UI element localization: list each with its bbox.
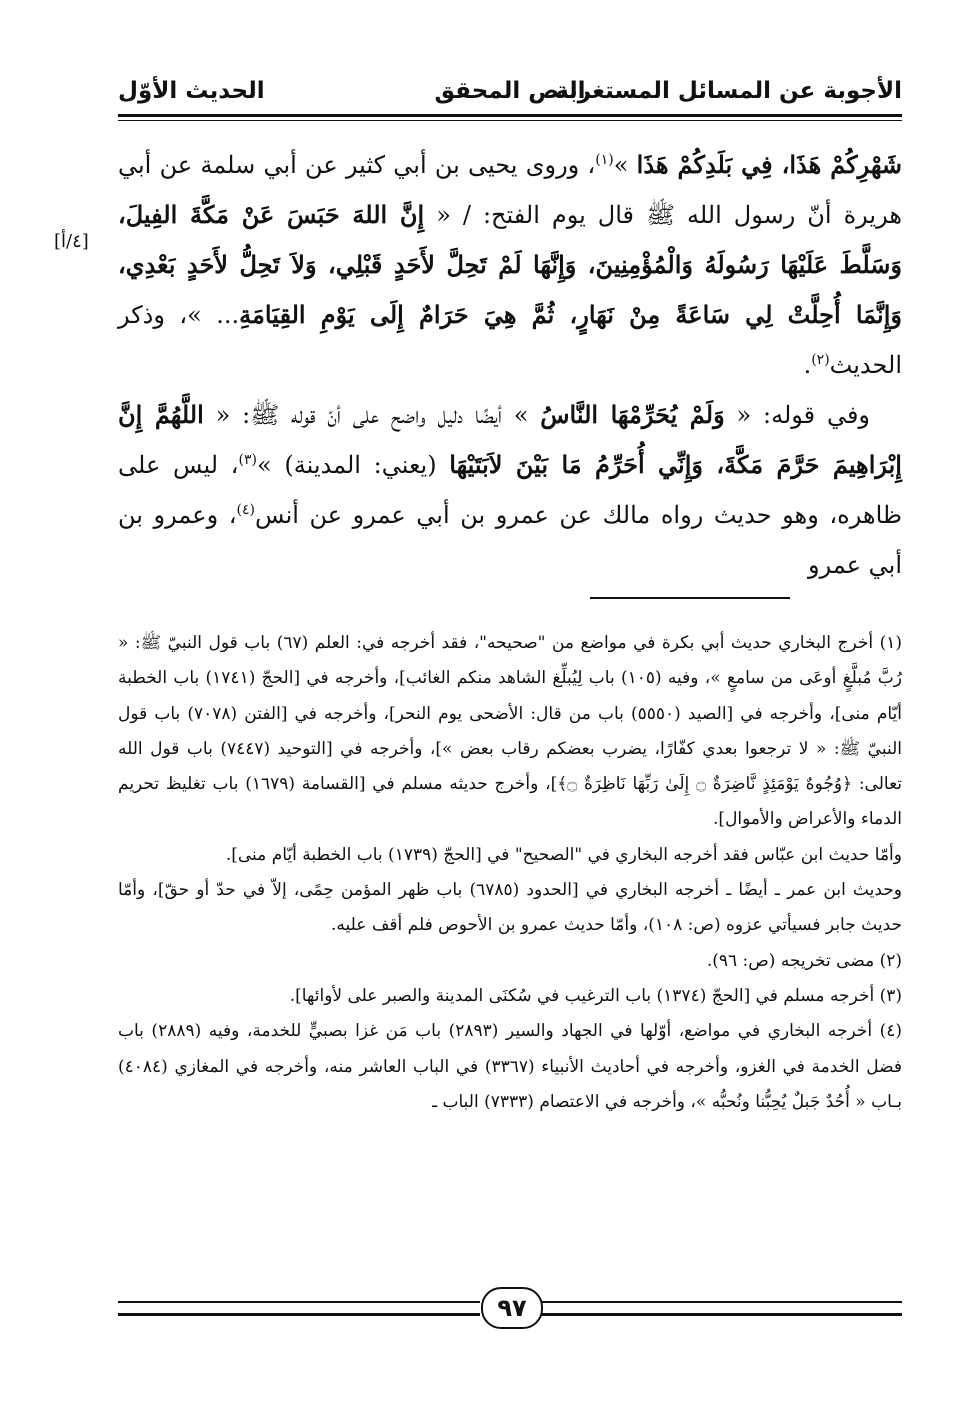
header-rule-thick: [118, 114, 902, 117]
footnotes: [118, 626, 902, 1120]
footnote-1-continued: وحديث ابن عمر ـ أيضًا ـ أخرجه البخاري في [الحدود (٦٧٨٥) باب ظهر المؤمن حِمًى، إلاّ في حدّ أو حقّ]، وأمّا حديث جابر فسيأتي عزوه (ص: ١٠٨)، وأمّا حديث عمرو بن الأحوص فلم أقف عليه.: [118, 880, 902, 936]
text-run: ، وعمرو بن أبي عمرو: [118, 501, 902, 579]
footnote-ref[interactable]: (٤): [236, 502, 255, 518]
text-run: .: [803, 351, 812, 379]
footnote-1-continued: وأمّا حديث ابن عبّاس فقد أخرجه البخاري في "الصحيح" في [الحجّ (١٧٣٩) باب الخطبة أيّام منى].: [225, 844, 902, 865]
running-header: [118, 66, 902, 112]
hadith-quote: شَهْرِكُمْ هَذَا، فِي بَلَدِكُمْ هَذَا: [636, 150, 903, 179]
header-book-title: الأجوبة عن المسائل المستغربة: [555, 78, 902, 104]
hadith-quote: إِنَّ اللهَ حَبَسَ عَنْ مَكَّةَ الفِيلَ، وَسَلَّطَ عَلَيْهَا رَسُولَهُ وَالْمُؤْمِنِينَ، وَإِنَّهَا لَمْ تَحِلَّ لأَحَدٍ قَبْلِي، وَلاَ تَحِلُّ لأَحَدٍ بَعْدِي، وَإِنَّمَا أُحِلَّتْ لِي سَاعَةً مِنْ نَهَارٍ، ثُمَّ هِيَ حَرَامٌ إِلَى يَوْمِ القِيَامَةِ: [118, 200, 902, 329]
text-run: ، ليس على ظاهره، وهو حديث رواه مالك عن عمرو بن أبي عمرو عن أنس: [118, 451, 903, 529]
hadith-quote: اللَّهُمَّ إِنَّ إِبْرَاهِيمَ حَرَّمَ مَكَّةَ، وَإِنِّي أُحَرِّمُ مَا بَيْنَ لاَبَتَيْهَا: [118, 400, 902, 479]
footer-rule-left: [118, 1301, 480, 1316]
header-rule-thin: [118, 120, 902, 121]
footer-rule-right: [540, 1301, 902, 1316]
page-number: ٩٧: [481, 1287, 543, 1329]
footnote-4: (٤) أخرجه البخاري في مواضع، أوّلها في الجهاد والسير (٢٨٩٣) باب مَن غزا بصبيٍّ للخدمة، وفيه (٢٨٨٩) باب فضل الخدمة في الغزو، وأخرجه في أحاديث الأنبياء (٣٣٦٧) في الباب العاشر منه، وأخرجه في المغازي (٤٠٨٤) بـاب « أُحُدٌ جَبلٌ يُحِبُّنا ونُحبُّه »، وأخرجه في الاعتصام (٧٣٣٣) الباب ـ: [118, 1021, 903, 1112]
text-run: » أيضًا دليل واضح على أنّ قوله ﷺ: «: [203, 401, 541, 429]
footnote-ref[interactable]: (٣): [238, 452, 257, 468]
header-chapter: الحديث الأوّل: [118, 78, 265, 104]
hadith-quote: وَلَمْ يُحَرِّمْهَا النَّاسُ: [540, 400, 725, 429]
footnote-ref[interactable]: (١): [595, 152, 614, 168]
footnote-3: (٣) أخرجه مسلم في [الحجّ (١٣٧٤) باب الترغيب في سُكنَى المدينة والصبر على لأوائها].: [289, 985, 902, 1006]
footnote-ref[interactable]: (٢): [811, 352, 830, 368]
header-section: النص المحقق: [434, 78, 586, 104]
paragraph-2: [118, 390, 902, 590]
main-text: [118, 140, 902, 590]
footnote-separator: [590, 597, 790, 599]
text-run: »: [613, 151, 637, 179]
text-run: وفي قوله: «: [724, 401, 871, 429]
text-run: ، وروى يحيى بن أبي كثير عن أبي سلمة عن أبي هريرة: [118, 151, 902, 229]
text-run: (يعني: المدينة) »: [256, 451, 450, 479]
footnote-1: (١) أخرج البخاري حديث أبي بكرة في مواضع من "صحيحه"، فقد أخرجه في: العلم (٦٧) باب قول النبيّ ﷺ: « رُبَّ مُبلَّغٍ أوعَى من سامعٍ »، وفيه (١٠٥) باب لِيُبلِّغ الشاهد منكم الغائب]، وأخرجه في [الحجّ (١٧٤١) باب الخطبة أيّام منى]، وأخرجه في [الصيد (٥٥٥٠) باب من قال: الأضحى يوم النحر]، وأخرجه في [الفتن (٧٠٧٨) باب قول النبيّ ﷺ: « لا ترجعوا بعدي كفّارًا، يضرب بعضكم رقاب بعض »]، وأخرجه في [التوحيد (٧٤٤٧) باب قول الله تعالى: ﴿وُجُوهٌ يَوْمَئِذٍ نَّاضِرَةٌ ۝ إِلَىٰ رَبِّهَا نَاظِرَةٌ ۝﴾]، وأخرج حديثه مسلم في [القسامة (١٦٧٩) باب تغليظ تحريم الدماء والأعراض والأموال].: [118, 633, 903, 830]
paragraph-1: [118, 140, 902, 390]
footnote-2: (٢) مضى تخريجه (ص: ٩٦).: [706, 950, 902, 971]
text-run: أنّ رسول الله ﷺ قال يوم الفتح: / «: [424, 201, 832, 229]
text-run: ... »، وذكر الحديث: [118, 301, 902, 379]
manuscript-folio-ref: [٤/أ]: [54, 231, 89, 252]
